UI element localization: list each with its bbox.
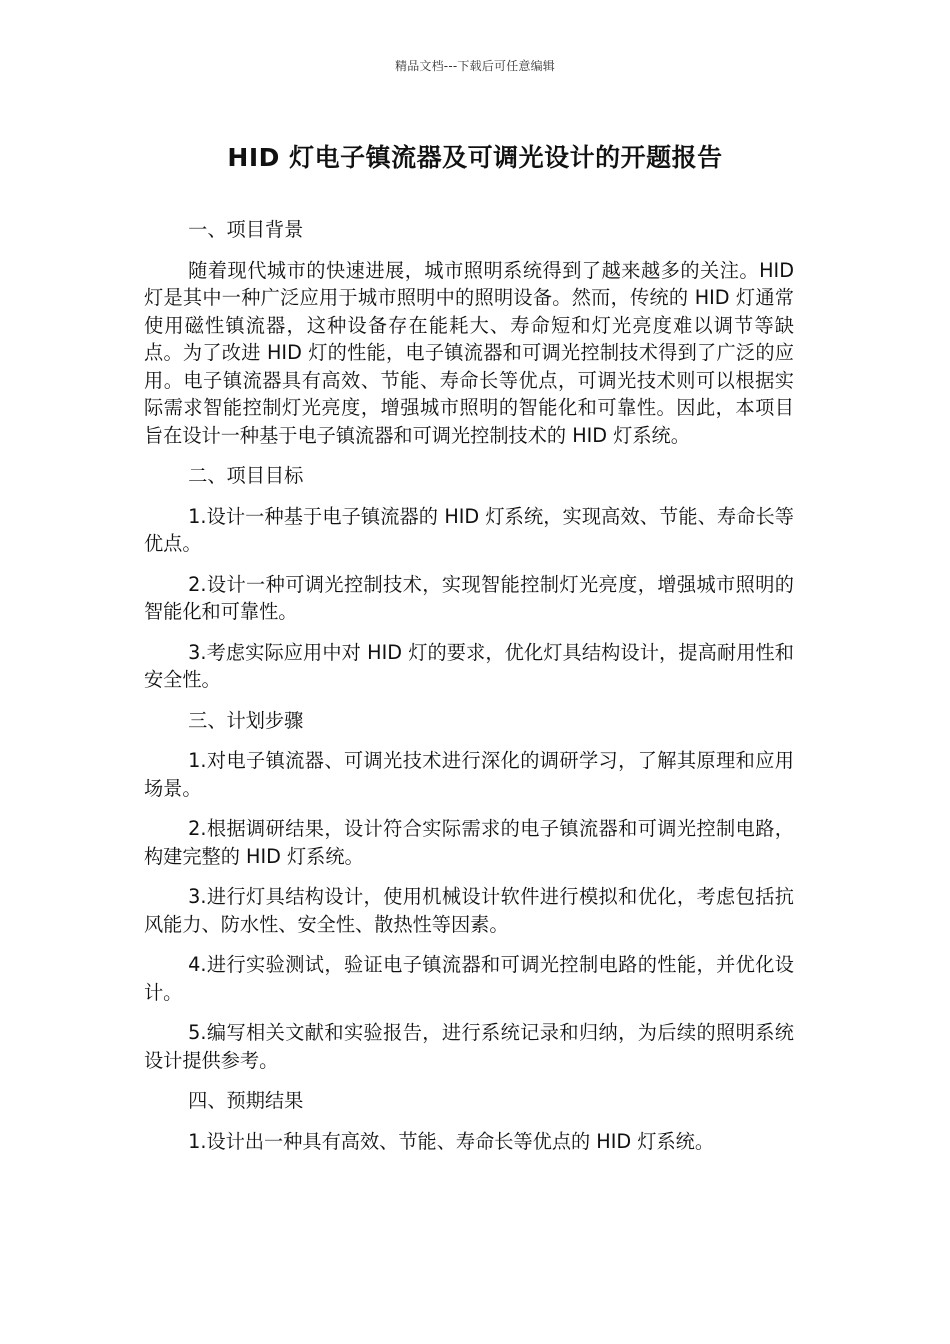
list-item: 5.编写相关文献和实验报告，进行系统记录和归纳，为后续的照明系统设计提供参考。 <box>144 1021 794 1072</box>
list-item: 1.设计出一种具有高效、节能、寿命长等优点的 HID 灯系统。 <box>188 1129 715 1153</box>
section-heading: 一、项目背景 <box>188 218 304 241</box>
section-heading: 二、项目目标 <box>188 464 304 487</box>
list-item: 1.对电子镇流器、可调光技术进行深化的调研学习，了解其原理和应用场景。 <box>144 749 794 800</box>
list-item: 2.设计一种可调光控制技术，实现智能控制灯光亮度，增强城市照明的智能化和可靠性。 <box>144 572 794 623</box>
list-item: 3.进行灯具结构设计，使用机械设计软件进行模拟和优化，考虑包括抗风能力、防水性、安全性、散热性等因素。 <box>144 885 794 936</box>
list-item: 3.考虑实际应用中对 HID 灯的要求，优化灯具结构设计，提高耐用性和安全性。 <box>144 640 794 691</box>
section-expected-results <box>144 1087 794 1155</box>
document-title: HID 灯电子镇流器及可调光设计的开题报告 <box>227 143 723 172</box>
section-heading: 三、计划步骤 <box>188 708 304 732</box>
document-body <box>144 216 794 1168</box>
section-goals <box>144 462 794 694</box>
paragraph: 随着现代城市的快速进展，城市照明系统得到了越来越多的关注。HID 灯是其中一种广泛应用于城市照明中的照明设备。然而，传统的 HID 灯通常使用磁性镇流器，这种设备存在能耗大、寿命短和灯光亮度难以调节等缺点。为了改进 HID 灯的性能，电子镇流器和可调光控制技术得到了广泛的应用。电子镇流器具有高效、节能、寿命长等优点，可调光技术则可以根据实际需求智能控制灯光亮度，增强城市照明的智能化和可靠性。因此，本项目旨在设计一种基于电子镇流器和可调光控制技术的 HID 灯系统。 <box>144 258 794 447</box>
list-item: 2.根据调研结果，设计符合实际需求的电子镇流器和可调光控制电路，构建完整的 HID 灯系统。 <box>144 817 794 868</box>
section-background <box>144 216 794 449</box>
page-header-note: 精品文档---下载后可任意编辑 <box>395 59 555 73</box>
section-heading: 四、预期结果 <box>188 1089 304 1112</box>
section-plan <box>144 707 794 1075</box>
list-item: 4.进行实验测试，验证电子镇流器和可调光控制电路的性能，并优化设计。 <box>144 953 794 1004</box>
list-item: 1.设计一种基于电子镇流器的 HID 灯系统，实现高效、节能、寿命长等优点。 <box>144 504 794 555</box>
